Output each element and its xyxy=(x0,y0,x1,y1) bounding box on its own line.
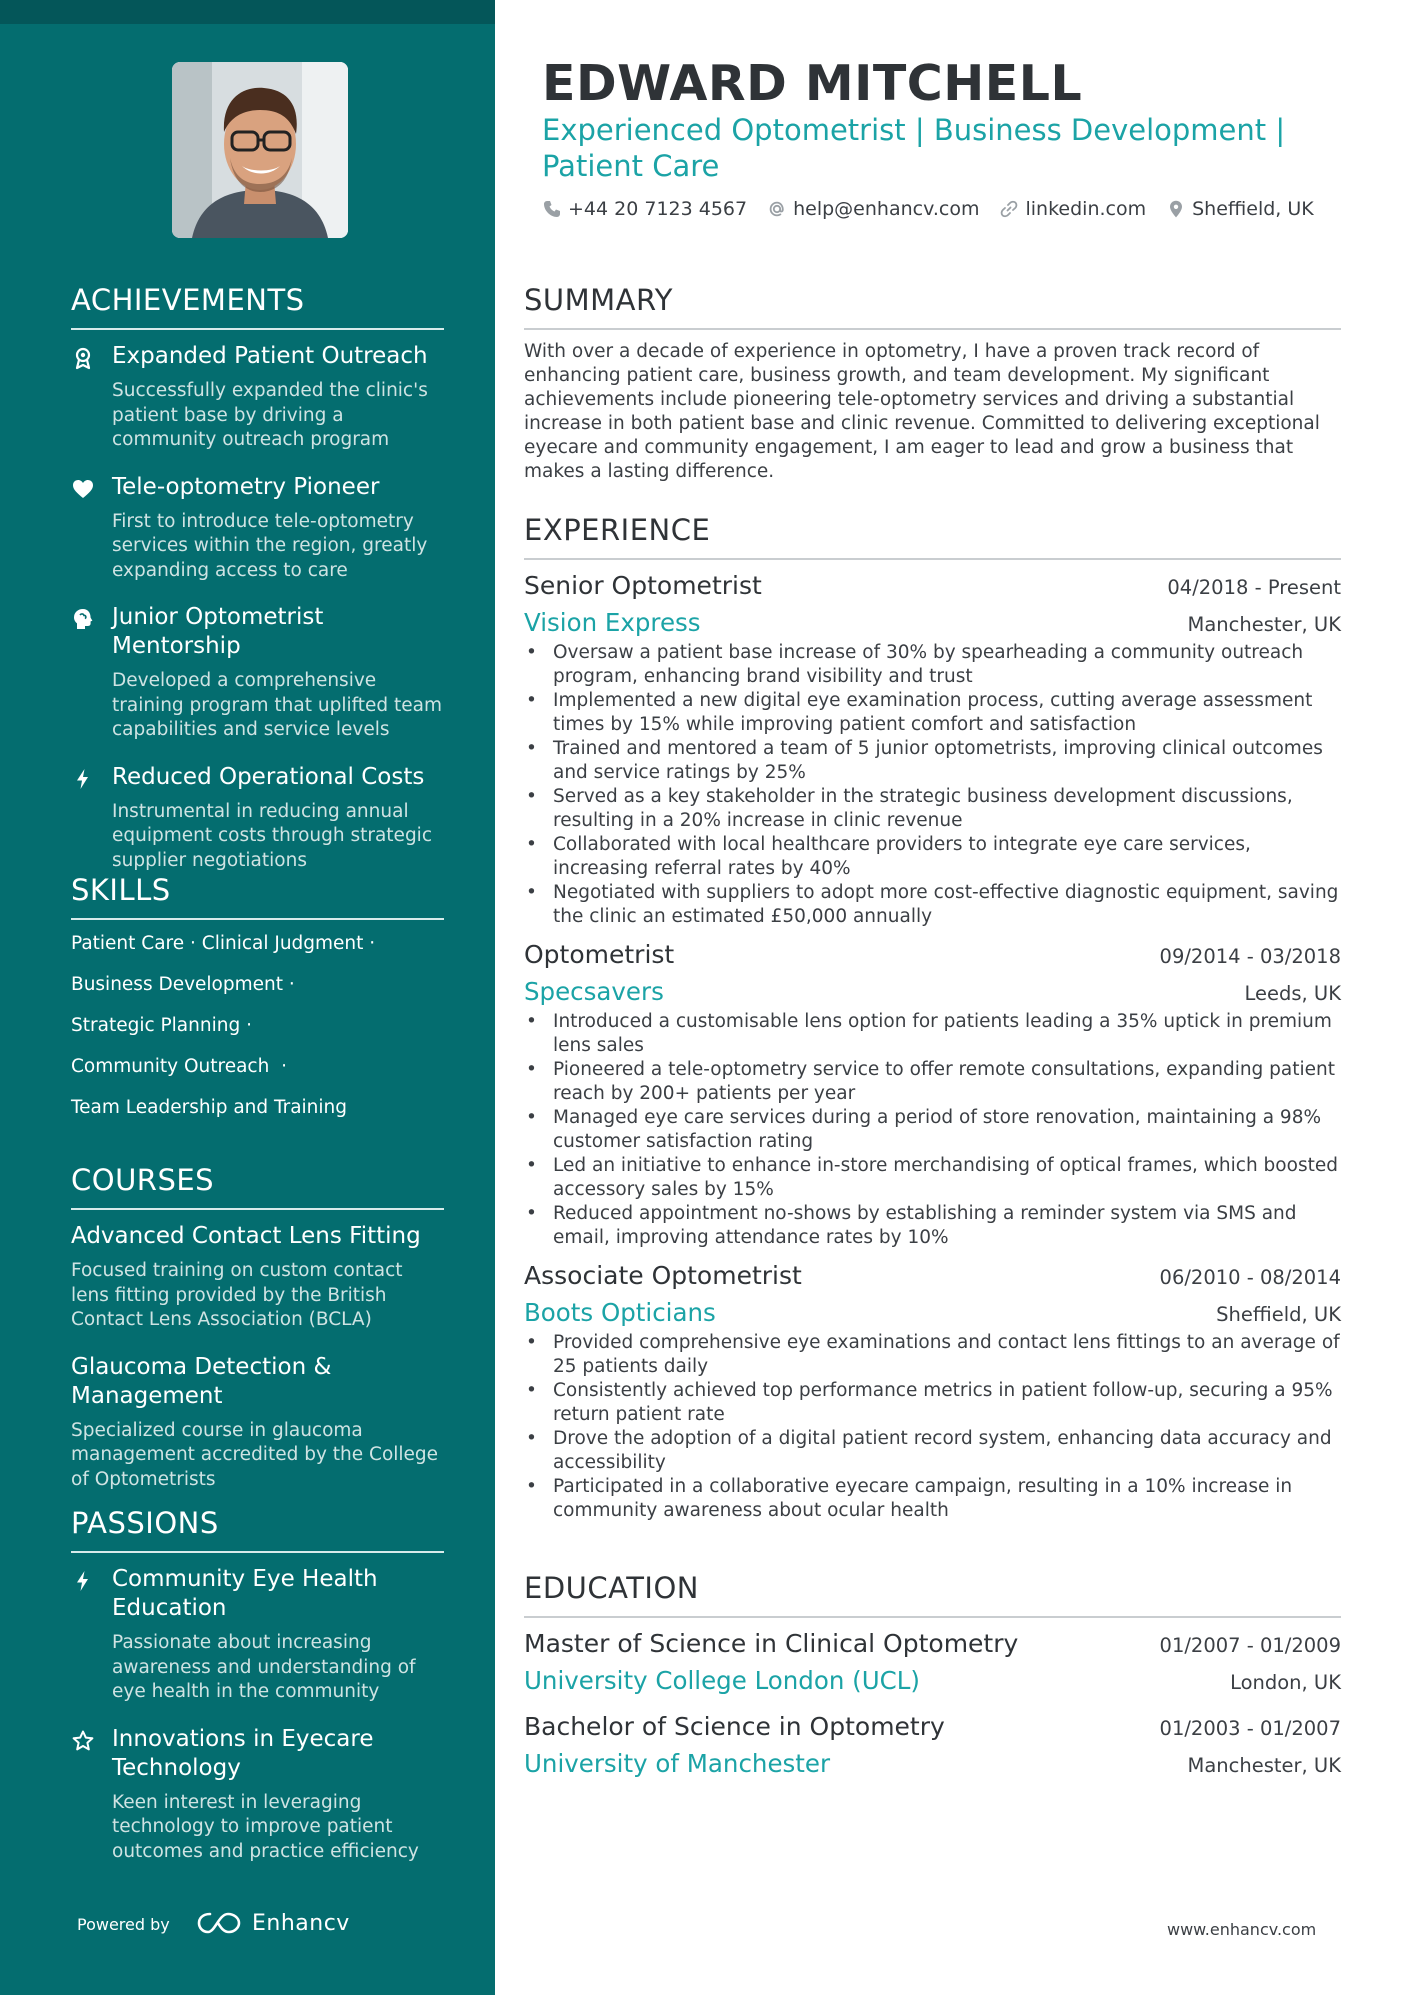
profile-photo xyxy=(172,62,348,238)
passion-title-line: Technology xyxy=(112,1754,241,1781)
skills-section xyxy=(71,873,444,1137)
job-bullet: • Led an initiative to enhance in-store merchandising of optical frames, which boosted accessory sales by 15% xyxy=(524,1154,1341,1202)
achievement-desc: Instrumental in reducing annual equipment costs through strategic supplier negotiations xyxy=(112,800,432,871)
achievement-title: Reduced Operational Costs xyxy=(112,763,425,790)
company-name: Specsavers xyxy=(524,977,664,1006)
job-bullets xyxy=(524,1331,1341,1523)
job-bullet: • Collaborated with local healthcare providers to integrate eye care services, increasing referral rates by 40% xyxy=(524,833,1341,881)
achievement-title: Expanded Patient Outreach xyxy=(112,343,428,369)
job-location: Leeds, UK xyxy=(1244,982,1341,1005)
job-bullet: • Served as a key stakeholder in the strategic business development discussions, resulting in a 20% increase in clinic revenue xyxy=(524,785,1341,833)
summary-section xyxy=(524,283,1341,484)
passion-item xyxy=(71,1565,444,1705)
skills-title: SKILLS xyxy=(71,873,444,920)
passion-item xyxy=(71,1725,444,1865)
job-bullets xyxy=(524,1010,1341,1250)
job-bullet: • Trained and mentored a team of 5 junior optometrists, improving clinical outcomes and service ratings by 25% xyxy=(524,737,1341,785)
education-dates: 01/2007 - 01/2009 xyxy=(1159,1634,1341,1657)
achievement-desc: Successfully expanded the clinic's patient base by driving a community outreach program xyxy=(112,380,428,450)
courses-title: COURSES xyxy=(71,1163,444,1210)
degree-name: Master of Science in Clinical Optometry xyxy=(524,1629,1019,1658)
experience-title: EXPERIENCE xyxy=(524,513,1341,560)
contact-linkedin[interactable] xyxy=(999,198,1146,220)
headline xyxy=(542,112,1332,184)
course-desc: Specialized course in glaucoma management accredited by the College of Optometrists xyxy=(71,1419,439,1490)
skill-row: Team Leadership and Training xyxy=(71,1097,348,1118)
job-title: Optometrist xyxy=(524,940,675,969)
education-entry xyxy=(524,1628,1341,1697)
email-address: help@enhancv.com xyxy=(793,198,980,220)
school-name: University of Manchester xyxy=(524,1749,831,1778)
achievements-title: ACHIEVEMENTS xyxy=(71,283,444,330)
contact-phone[interactable] xyxy=(542,198,747,220)
enhancv-logo[interactable] xyxy=(196,1906,350,1940)
passion-desc: Passionate about increasing awareness and understanding of eye health in the community xyxy=(112,1632,416,1702)
job-bullet: • Negotiated with suppliers to adopt more cost-effective diagnostic equipment, saving the clinic an estimated £50,000 annually xyxy=(524,881,1341,929)
passion-title-line: Education xyxy=(112,1595,227,1621)
contact-bar xyxy=(542,198,1334,220)
education-location: Manchester, UK xyxy=(1187,1754,1341,1777)
location-pin-icon xyxy=(1166,199,1186,219)
linkedin-url: linkedin.com xyxy=(1025,198,1147,220)
main-content xyxy=(495,0,1410,1995)
job-title: Senior Optometrist xyxy=(524,571,762,600)
experience-section xyxy=(524,513,1341,1533)
contact-email[interactable] xyxy=(767,198,979,220)
job-dates: 06/2010 - 08/2014 xyxy=(1159,1266,1341,1289)
achievement-title xyxy=(112,603,444,661)
job-bullet: • Managed eye care services during a period of store renovation, maintaining a 98% customer satisfaction rating xyxy=(524,1106,1341,1154)
skill-row: Strategic Planning · xyxy=(71,1015,252,1036)
skill-row: Patient Care · Clinical Judgment · xyxy=(71,933,376,954)
website-link[interactable]: www.enhancv.com xyxy=(1167,1920,1317,1939)
summary-text: With over a decade of experience in optometry, I have a proven track record of enhancing patient care, business growth, and team development. My significant achievements include pioneering tele-optometry services and driving a substantial increase in both patient base and clinic revenue. Committed to delivering exceptional eyecare and community engagement, I am eager to lead and grow a business that makes a lasting difference. xyxy=(524,341,1320,482)
passion-title-line: Community Eye Health xyxy=(112,1566,378,1592)
location-text: Sheffield, UK xyxy=(1192,198,1314,220)
achievement-item xyxy=(71,603,444,743)
achievement-desc: First to introduce tele-optometry services within the region, greatly expanding access to care xyxy=(112,510,428,581)
sidebar-top-band xyxy=(0,0,495,24)
job-entry xyxy=(524,570,1341,929)
company-name: Boots Opticians xyxy=(524,1298,716,1327)
course-title-line: Management xyxy=(71,1382,223,1409)
job-bullets xyxy=(524,641,1341,929)
passion-title xyxy=(112,1725,444,1783)
course-title-line: Glaucoma Detection & xyxy=(71,1353,332,1380)
education-location: London, UK xyxy=(1230,1671,1341,1694)
headline-line: Patient Care xyxy=(542,149,720,183)
achievement-item xyxy=(71,342,444,453)
job-bullet: • Participated in a collaborative eyecare campaign, resulting in a 10% increase in community awareness about ocular health xyxy=(524,1475,1341,1523)
phone-icon xyxy=(542,199,562,219)
job-bullet: • Consistently achieved top performance metrics in patient follow-up, securing a 95% return patient rate xyxy=(524,1379,1341,1427)
powered-by-label: Powered by xyxy=(77,1915,170,1934)
courses-section xyxy=(71,1163,444,1512)
job-bullet: • Drove the adoption of a digital patient record system, enhancing data accuracy and accessibility xyxy=(524,1427,1341,1475)
passion-desc: Keen interest in leveraging technology to improve patient outcomes and practice efficiency xyxy=(112,1791,419,1862)
phone-number: +44 20 7123 4567 xyxy=(568,198,748,220)
course-title xyxy=(71,1353,444,1411)
achievement-desc: Developed a comprehensive training program that uplifted team capabilities and service levels xyxy=(112,670,443,740)
passions-section xyxy=(71,1506,444,1884)
passion-title-line: Innovations in Eyecare xyxy=(112,1725,374,1752)
education-title: EDUCATION xyxy=(524,1571,1341,1618)
education-entry xyxy=(524,1711,1341,1780)
skill-row: Business Development · xyxy=(71,974,295,995)
job-location: Manchester, UK xyxy=(1187,613,1341,636)
passions-title: PASSIONS xyxy=(71,1506,444,1553)
job-bullet: • Reduced appointment no-shows by establishing a reminder system via SMS and email, improving attendance rates by 10% xyxy=(524,1202,1341,1250)
star-icon xyxy=(71,1729,95,1753)
course-item xyxy=(71,1353,444,1493)
achievement-item xyxy=(71,763,444,874)
job-dates: 09/2014 - 03/2018 xyxy=(1159,945,1341,968)
lightning-icon xyxy=(71,767,95,791)
job-bullet: • Implemented a new digital eye examination process, cutting average assessment times by 15% while improving patient comfort and satisfaction xyxy=(524,689,1341,737)
job-bullet: • Oversaw a patient base increase of 30% by spearheading a community outreach program, enhancing brand visibility and trust xyxy=(524,641,1341,689)
job-bullet: • Introduced a customisable lens option for patients leading a 35% uptick in premium lens sales xyxy=(524,1010,1341,1058)
job-title: Associate Optometrist xyxy=(524,1261,802,1290)
lightning-icon xyxy=(71,1569,95,1593)
course-desc: Focused training on custom contact lens fitting provided by the British Contact Lens Association (BCLA) xyxy=(71,1260,403,1330)
brain-icon xyxy=(71,607,95,631)
achievement-item xyxy=(71,473,444,584)
job-entry xyxy=(524,939,1341,1250)
degree-name: Bachelor of Science in Optometry xyxy=(524,1712,945,1741)
contact-location xyxy=(1166,198,1314,220)
link-icon xyxy=(999,199,1019,219)
award-icon xyxy=(71,346,95,370)
headline-line: Experienced Optometrist | Business Development | xyxy=(542,113,1286,147)
profile-photo-image xyxy=(172,62,348,238)
skill-row: Community Outreach · xyxy=(71,1056,287,1077)
company-name: Vision Express xyxy=(524,608,701,637)
at-sign-icon xyxy=(767,199,787,219)
passion-title xyxy=(112,1565,444,1623)
achievement-title: Tele-optometry Pioneer xyxy=(112,473,380,500)
job-bullet: • Pioneered a tele-optometry service to offer remote consultations, expanding patient reach by 200+ patients per year xyxy=(524,1058,1341,1106)
heart-icon xyxy=(71,477,95,501)
sidebar xyxy=(0,0,495,1995)
job-dates: 04/2018 - Present xyxy=(1167,576,1341,599)
summary-title: SUMMARY xyxy=(524,283,1341,330)
school-name: University College London (UCL) xyxy=(524,1666,920,1695)
enhancv-logo-icon xyxy=(196,1909,242,1937)
candidate-name: EDWARD MITCHELL xyxy=(542,55,1083,112)
education-section xyxy=(524,1571,1341,1794)
achievements-section xyxy=(71,283,444,893)
job-entry xyxy=(524,1260,1341,1523)
achievement-title-line: Junior Optometrist xyxy=(112,604,324,630)
course-item xyxy=(71,1222,444,1333)
course-title: Advanced Contact Lens Fitting xyxy=(71,1223,421,1249)
enhancv-brand-name: Enhancv xyxy=(252,1910,350,1936)
job-bullet: • Provided comprehensive eye examinations and contact lens fittings to an average of 25 patients daily xyxy=(524,1331,1341,1379)
education-dates: 01/2003 - 01/2007 xyxy=(1159,1717,1341,1740)
achievement-title-line: Mentorship xyxy=(112,633,241,659)
job-location: Sheffield, UK xyxy=(1216,1303,1341,1326)
